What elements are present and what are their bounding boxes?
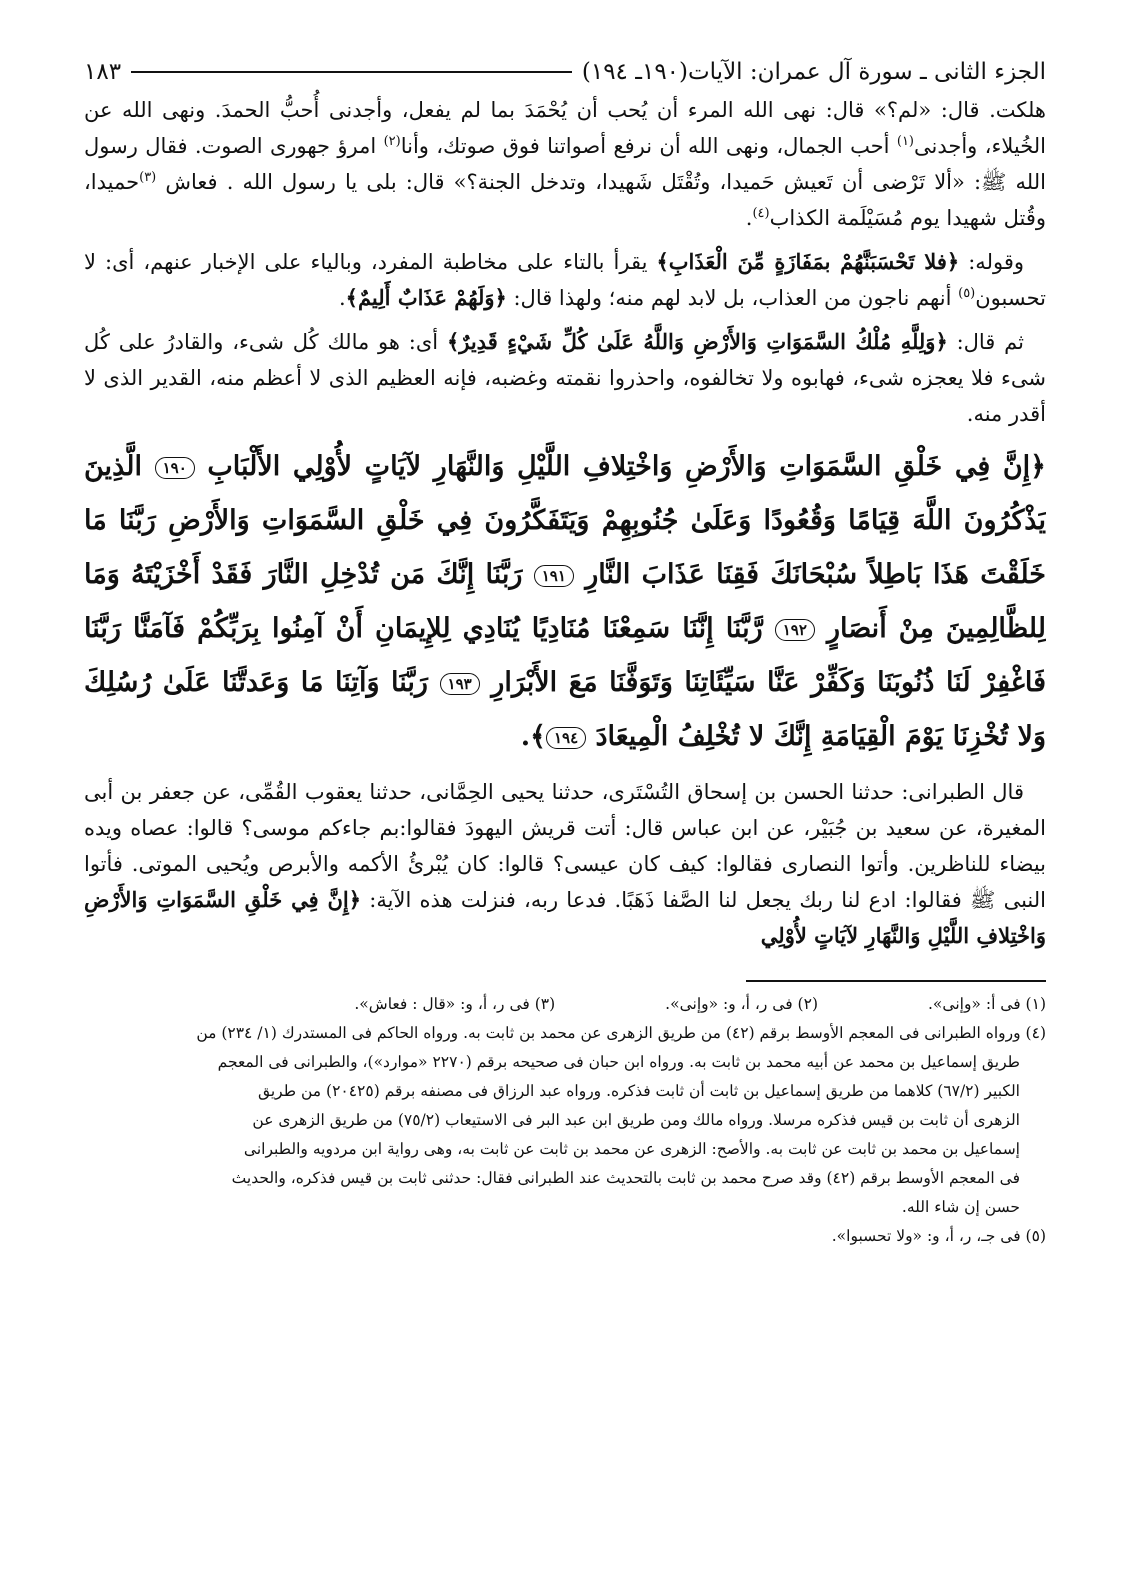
- p3-text-b: أى: هو مالك كُل شىء، والقادرُ على كُل شىء فلا يعجزه شىء، فهابوه ولا تخالفوه، واحذروا نقمته وغضبه، فإنه العظيم الذى لا أعظم منه، القدير الذى لا أقدر منه.: [84, 330, 1046, 426]
- footnote-ref-3: (٣): [139, 170, 157, 185]
- p1-text-c: امرؤ جهورى الصوت. فقال رسول الله ﷺ: «ألا تَرْضى أن تَعيش حَميدا، وتُقْتَل شَهيدا، وتدخل الجنة؟» قال: بلى يا رسول الله . فعاش: [84, 134, 1046, 194]
- footnote-1: (١) فى أ: «وإنى».: [928, 995, 1046, 1013]
- footnote-5: (٥) فى جـ، ر، أ، و: «ولا تحسبوا».: [831, 1227, 1046, 1245]
- p2-verse-2: ﴿وَلَهُمْ عَذَابٌ أَلِيمٌ﴾: [345, 285, 507, 310]
- footnote-4-line-7: حسن إن شاء الله.: [901, 1198, 1020, 1216]
- paragraph-4: [84, 774, 1046, 954]
- header-title: الجزء الثانى ـ سورة آل عمران: الآيات(١٩٠ـ ١٩٤): [581, 59, 1046, 85]
- verse-192: رَبَّنَا إِنَّكَ مَن تُدْخِلِ النَّارَ فَقَدْ أَخْزَيْتَهُ وَمَا لِلظَّالِمِينَ مِنْ أَنصَارٍ: [84, 559, 1046, 644]
- footnote-4-line-3: الكبير (٦٧/٢) كلاهما من طريق إسماعيل بن ثابت أن ثابت فذكره. ورواه عبد الرزاق فى مصنفه برقم (٢٠٤٢٥) من طريق: [257, 1082, 1020, 1100]
- body-text: [84, 92, 1046, 432]
- footnote-2: (٢) فى ر، أ، و: «وإنى».: [665, 995, 818, 1013]
- ayah-number-191: ١٩١: [534, 565, 574, 587]
- verse-191: الَّذِينَ يَذْكُرُونَ اللَّهَ قِيَامًا وَقُعُودًا وَعَلَىٰ جُنُوبِهِمْ وَيَتَفَكَّرُونَ فِي خَلْقِ السَّمَوَاتِ وَالأَرْضِ رَبَّنَا مَا خَلَقْتَ هَذَا بَاطِلاً سُبْحَانَكَ فَقِنَا عَذَابَ النَّارِ: [84, 451, 1046, 590]
- p4-verse: ﴿إِنَّ فِي خَلْقِ السَّمَوَاتِ وَالأَرْضِ وَاخْتِلافِ اللَّيْلِ وَالنَّهَارِ لآيَاتٍ لأُوْلِي: [84, 887, 1046, 948]
- header-rule: [131, 71, 572, 73]
- verse-194: رَبَّنَا وَآتِنَا مَا وَعَدتَّنَا عَلَىٰ رُسُلِكَ وَلا تُخْزِنَا يَوْمَ الْقِيَامَةِ إِنَّكَ لا تُخْلِفُ الْمِيعَادَ: [84, 667, 1046, 752]
- footnote-rule: [746, 980, 1046, 982]
- footnote-4-line-6: فى المعجم الأوسط برقم (٤٢) وقد صرح محمد بن ثابت بالتحديث عند الطبرانى فقال: حدثنى ثابت بن قيس فذكره، والحديث: [231, 1169, 1020, 1187]
- footnote-3: (٣) فى ر، أ، و: «قال : فعاش».: [354, 995, 556, 1013]
- p2-end: .: [338, 286, 346, 310]
- footnotes: [84, 990, 1046, 1251]
- footnote-4: [84, 1019, 1046, 1222]
- footnote-ref-5: (٥): [958, 286, 976, 301]
- footnote-ref-4: (٤): [752, 206, 770, 221]
- body-text-2: [84, 774, 1046, 954]
- verses-close: ﴾.: [520, 721, 546, 752]
- p3-verse: ﴿وَلِلَّهِ مُلْكُ السَّمَوَاتِ وَالأَرْضِ وَاللَّهُ عَلَىٰ كُلِّ شَيْءٍ قَدِيرٌ﴾: [446, 329, 948, 354]
- book-page: [84, 52, 1046, 1552]
- p4-text: قال الطبرانى: حدثنا الحسن بن إسحاق التُسْتَرى، حدثنا يحيى الحِمَّانى، حدثنا يعقوب القُمِّى، عن جعفر بن أبى المغيرة، عن سعيد بن جُبَيْر، عن ابن عباس قال: أتت قريش اليهودَ فقالوا:بم جاءكم موسى؟ قالوا: عصاه ويده بيضاء للناظرين. وأتوا النصارى فقالوا: كيف كان عيسى؟ قالوا: كان يُبْرئُ الأكمه والأبرص ويُحيى الموتى. فأتوا النبى ﷺ فقالوا: ادع لنا ربك يجعل لنا الصَّفا ذَهَبًا. فدعا ربه، فنزلت هذه الآية:: [84, 780, 1046, 912]
- p2-text-b: يقرأ بالتاء على مخاطبة المفرد، وبالياء على الإخبار عنهم، أى: لا تحسبون: [84, 250, 1046, 310]
- p1-text-a: هلكت. قال: «لم؟» قال: نهى الله المرء أن يُحب أن يُحْمَدَ بما لم يفعل، وأجدنى أُحبُّ الحمدَ. ونهى الله عن الخُيلاء، وأجدنى: [84, 98, 1046, 158]
- ayah-number-193: ١٩٣: [440, 673, 480, 695]
- verse-190: ﴿إِنَّ فِي خَلْقِ السَّمَوَاتِ وَالأَرْضِ وَاخْتِلافِ اللَّيْلِ وَالنَّهَارِ لآيَاتٍ لأُوْلِي الأَلْبَابِ: [207, 451, 1046, 482]
- ayah-number-194: ١٩٤: [546, 727, 586, 749]
- footnote-4-line-4: الزهرى أن ثابت بن قيس فذكره مرسلا. ورواه مالك ومن طريق ابن عبد البر فى الاستيعاب (٧٥/٢) من طريق الزهرى عن: [252, 1111, 1020, 1129]
- footnote-ref-1: (١): [896, 134, 914, 149]
- paragraph-2: [84, 244, 1046, 316]
- verse-193: رَّبَّنَا إِنَّنَا سَمِعْنَا مُنَادِيًا يُنَادِي لِلإِيمَانِ أَنْ آمِنُوا بِرَبِّكُمْ فَآمَنَّا رَبَّنَا فَاغْفِرْ لَنَا ذُنُوبَنَا وَكَفِّرْ عَنَّا سَيِّئَاتِنَا وَتَوَفَّنَا مَعَ الأَبْرَارِ: [84, 613, 1046, 698]
- p1-text-d: حميدا، وقُتل شهيدا يوم مُسَيْلَمة الكذاب: [84, 170, 1046, 230]
- footnote-ref-2: (٢): [383, 134, 401, 149]
- ayah-number-190: ١٩٠: [155, 457, 195, 479]
- p1-end: .: [745, 206, 753, 230]
- paragraph-3: [84, 324, 1046, 432]
- p2-text-c: أنهم ناجون من العذاب، بل لابد لهم منه؛ ولهذا قال:: [513, 286, 952, 310]
- footnote-4-line-1: (٤) ورواه الطبرانى فى المعجم الأوسط برقم (٤٢) من طريق الزهرى عن محمد بن ثابت به. ورواه الحاكم فى المستدرك (١/ ٢٣٤) من: [196, 1024, 1046, 1042]
- ayah-number-192: ١٩٢: [775, 619, 815, 641]
- p2-verse: ﴿فلا تَحْسَبَنَّهُمْ بمَفَازَةٍ مِّنَ الْعَذَابِ﴾: [656, 249, 960, 274]
- p3-text-a: ثم قال:: [956, 330, 1024, 354]
- paragraph-1: [84, 92, 1046, 236]
- p1-text-b: أحب الجمال، ونهى الله أن نرفع أصواتنا فوق صوتك، وأنا: [400, 134, 890, 158]
- p2-text-a: وقوله:: [968, 250, 1024, 274]
- footnote-4-line-5: إسماعيل بن محمد بن ثابت عن ثابت به. والأصح: الزهرى عن محمد بن ثابت عن ثابت به، وهى رواية ابن مردويه والطبرانى: [243, 1140, 1020, 1158]
- quran-verses-block: [84, 440, 1046, 764]
- running-header: [84, 52, 1046, 92]
- footnotes-short-row: [84, 990, 1046, 1019]
- page-number: ١٨٣: [84, 59, 122, 85]
- footnote-4-line-2: طريق إسماعيل بن محمد عن أبيه محمد بن ثابت به. ورواه ابن حبان فى صحيحه برقم (٢٢٧٠ «موارد»)، والطبرانى فى المعجم: [217, 1053, 1020, 1071]
